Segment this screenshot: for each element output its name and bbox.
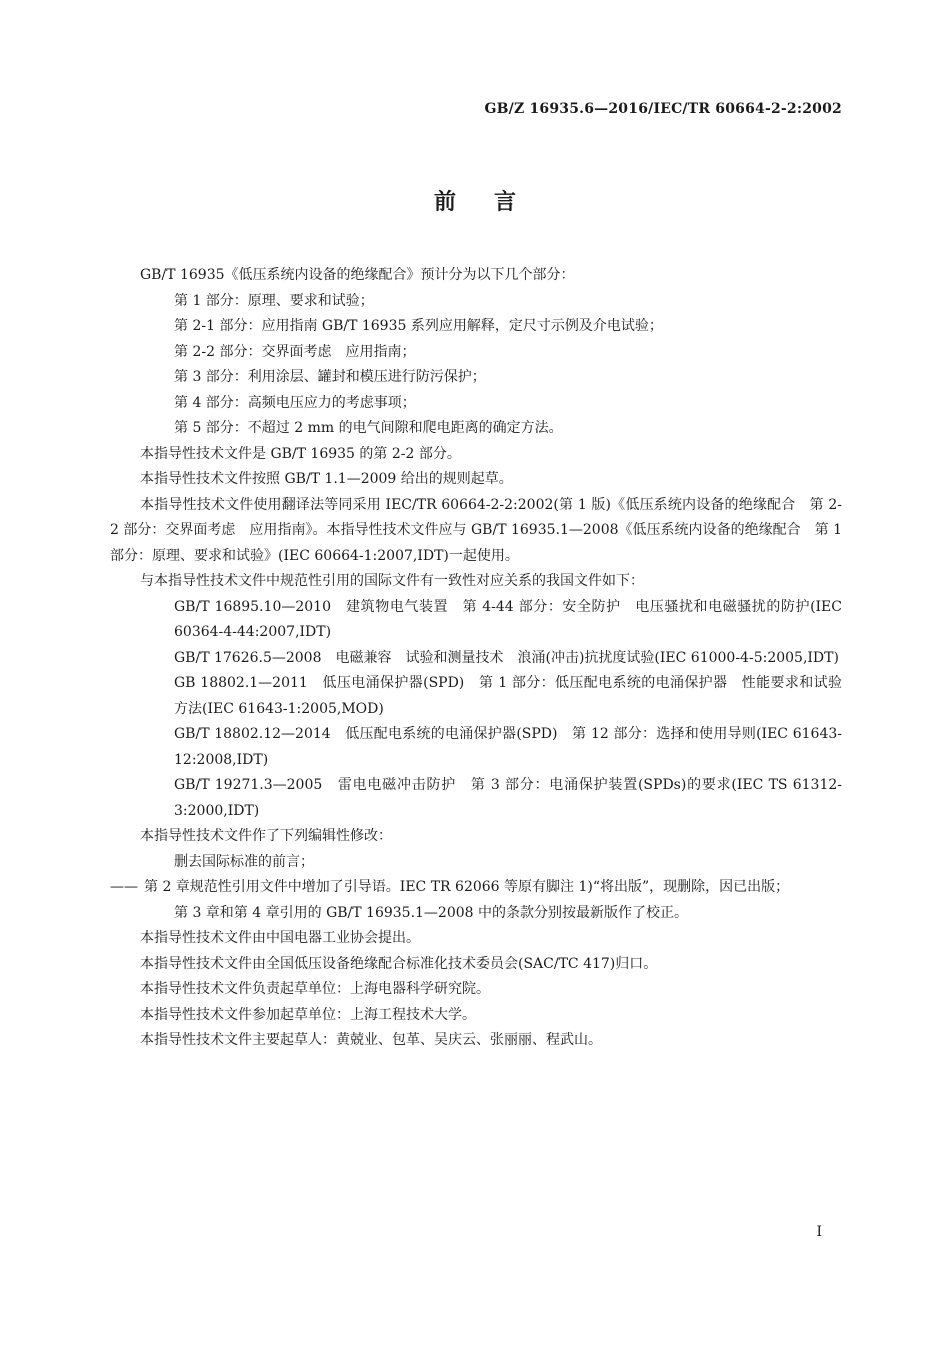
part-item: 第 4 部分：高频电压应力的考虑事项；	[174, 394, 416, 411]
closing-statement: 本指导性技术文件参加起草单位：上海工程技术大学。	[140, 1006, 476, 1023]
ref-item: GB/T 16895.10—2010 建筑物电气装置 第 4-44 部分：安全防护 电压骚扰和电磁骚扰的防护(IEC 60364-4-44:2007,IDT)	[174, 598, 842, 640]
closing-statement: 本指导性技术文件主要起草人：黄兢业、包革、吴庆云、张丽丽、程武山。	[140, 1032, 602, 1048]
ref-item: GB 18802.1—2011 低压电涌保护器(SPD) 第 1 部分：低压配电系统的电涌保护器 性能要求和试验方法(IEC 61643-1:2005,MOD)	[174, 675, 842, 717]
edit-text: 第 2 章规范性引用文件中增加了引导语。IEC TR 62066 等原有脚注 1)“将出版”，现删除，因已出版；	[144, 879, 790, 895]
dash-mark: ——	[110, 879, 138, 895]
edits-intro: 本指导性技术文件作了下列编辑性修改：	[140, 828, 392, 844]
page-title: 前言	[433, 190, 554, 215]
standard-code-header: GB/Z 16935.6—2016/IEC/TR 60664-2-2:2002	[484, 101, 842, 117]
closing-statement: 本指导性技术文件负责起草单位：上海电器科学研究院。	[140, 981, 490, 997]
ref-item: GB/T 19271.3—2005 雷电电磁冲击防护 第 3 部分：电涌保护装置(SPDs)的要求(IEC TS 61312-3:2000,IDT)	[174, 777, 842, 819]
ref-item: GB/T 18802.12—2014 低压配电系统的电涌保护器(SPD) 第 12 部分：选择和使用导则(IEC 61643-12:2008,IDT)	[174, 726, 842, 768]
page-number: I	[816, 1224, 822, 1240]
part-statement: 本指导性技术文件是 GB/T 16935 的第 2-2 部分。	[140, 445, 461, 462]
translation-statement: 本指导性技术文件使用翻译法等同采用 IEC/TR 60664-2-2:2002(第 1 版)《低压系统内设备的绝缘配合 第 2-2 部分：交界面考虑 应用指南》。本指导性技术文件应与 GB/T 16935.1—2008《低压系统内设备的绝缘配合 第 1 部分：原理、要求和试验》(IEC 60664-1:2007,IDT)一起使用。	[110, 496, 842, 564]
part-item: 第 3 部分：利用涂层、罐封和模压进行防污保护；	[174, 369, 486, 385]
intro-paragraph: GB/T 16935《低压系统内设备的绝缘配合》预计分为以下几个部分：	[140, 267, 575, 283]
ref-item: GB/T 17626.5—2008 电磁兼容 试验和测量技术 浪涌(冲击)抗扰度试验(IEC 61000-4-5:2005,IDT)	[174, 649, 839, 666]
edit-item	[110, 850, 842, 876]
part-item: 第 2-1 部分：应用指南 GB/T 16935 系列应用解释，定尺寸示例及介电试验；	[174, 318, 663, 334]
edit-text: 第 3 章和第 4 章引用的 GB/T 16935.1—2008 中的条款分别按最新版作了校正。	[174, 904, 689, 921]
edit-item	[110, 875, 842, 901]
closing-statement: 本指导性技术文件由全国低压设备绝缘配合标准化技术委员会(SAC/TC 417)归口。	[140, 955, 658, 972]
edit-text: 删去国际标准的前言；	[174, 853, 314, 870]
part-item: 第 5 部分：不超过 2 mm 的电气间隙和爬电距离的确定方法。	[174, 420, 563, 436]
rules-statement: 本指导性技术文件按照 GB/T 1.1—2009 给出的规则起草。	[140, 471, 513, 487]
edit-item	[110, 901, 842, 927]
foreword-body	[110, 263, 842, 1054]
part-item: 第 1 部分：原理、要求和试验；	[174, 292, 374, 309]
closing-statement: 本指导性技术文件由中国电器工业协会提出。	[140, 930, 420, 946]
refs-intro: 与本指导性技术文件中规范性引用的国际文件有一致性对应关系的我国文件如下：	[140, 573, 644, 589]
part-item: 第 2-2 部分：交界面考虑 应用指南；	[174, 343, 416, 360]
